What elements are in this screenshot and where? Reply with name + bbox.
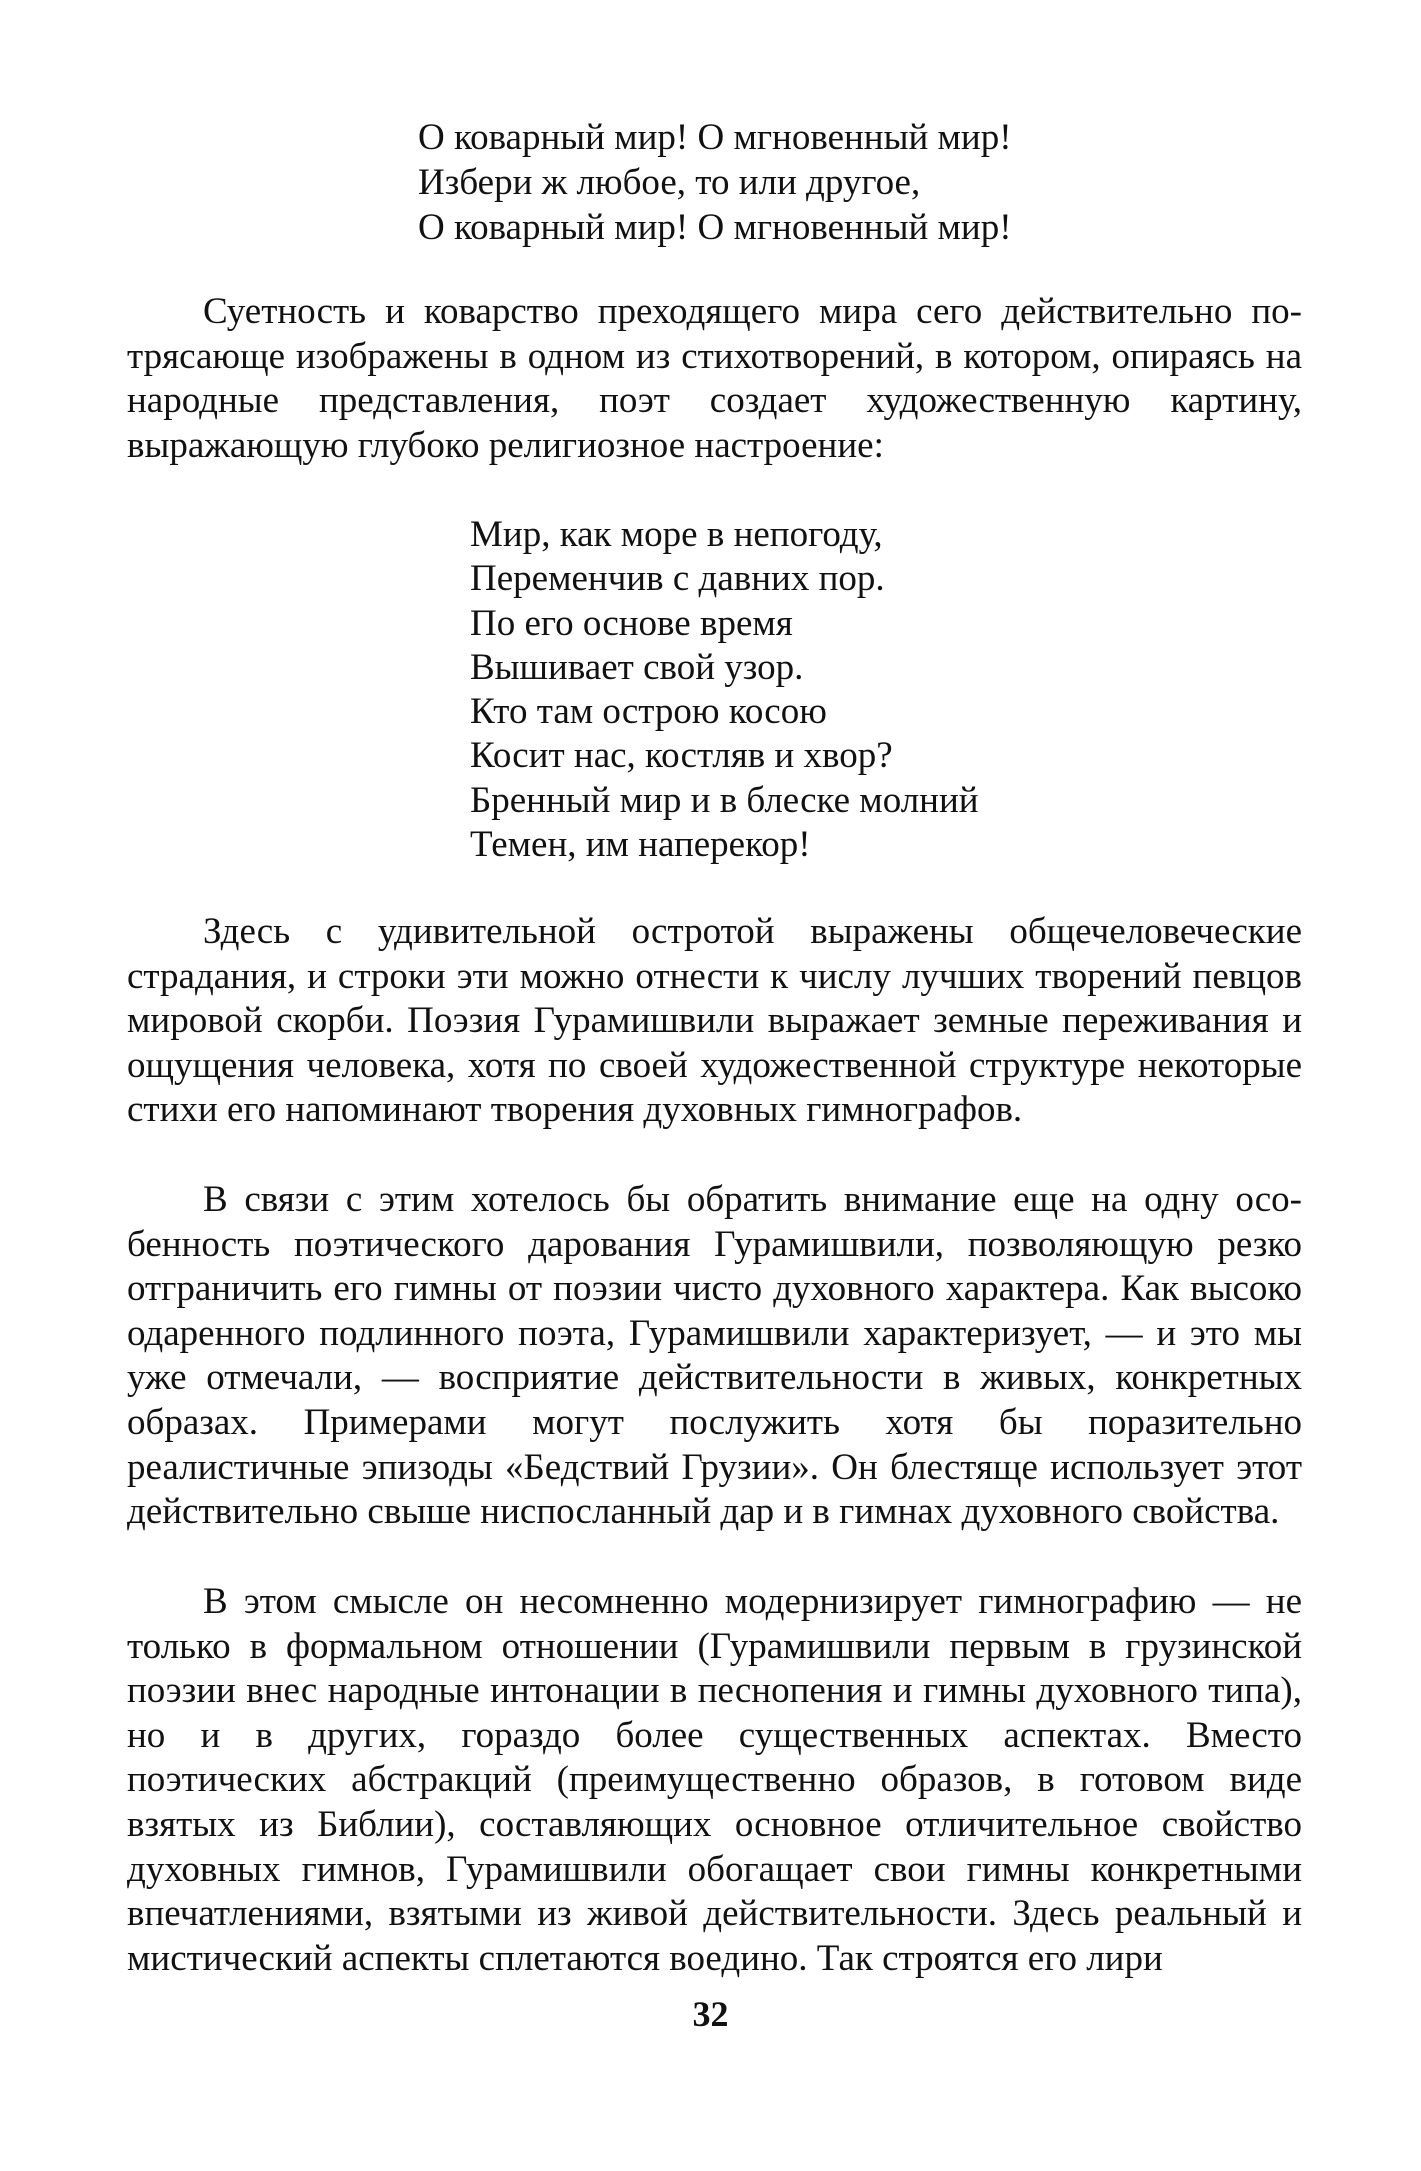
verse-line: По его основе время xyxy=(470,602,793,644)
verse-line: Косит нас, костляв и хвор? xyxy=(470,735,893,777)
paragraph: Суетность и коварство преходящего мира сего действительно потрясающе изображены в одном из стихотворений, в котором, опираясь на народные представления, поэт создает художественную картину, выражающую глубоко религиозное настроение: xyxy=(127,291,1302,466)
paragraph: Здесь с удивительной остротой выражены общечеловеческие страдания, и строки эти можно отнести к числу лучших творений певцов мировой скорби. Поэзия Гурамишвили выражает земные переживания и ощущения человека, хотя по своей художественной структуре некоторые стихи его напоминают творения духовных гимнографов. xyxy=(127,911,1302,1131)
epigraph-verse xyxy=(418,115,1012,250)
page-number: 32 xyxy=(692,1994,729,2034)
verse-line: Переменчив с давних пор. xyxy=(470,558,885,600)
verse-line: Темен, им наперекор! xyxy=(470,824,811,866)
verse-line: О коварный мир! О мгновенный мир! xyxy=(418,207,1012,248)
verse-line: Мир, как море в непогоду, xyxy=(470,514,883,555)
verse-line: Кто там острою косою xyxy=(470,691,827,733)
paragraph: В этом смысле он несомненно модернизирует гимнографию — не только в формальном отношении (Гурамишвили первым в грузинской поэзии внес народные интонации в песнопения и гимны духовного типа), но и в других, гораздо более существенных аспектах. Вместо поэтических абстракций (преимущественно образов, в готовом виде взятых из Библии), составляющих основное отличительное свойство духовных гимнов, Гурамишвили обогащает свои гимны конкретными впечатлениями, взятыми из живой действительности. Здесь реальный и мистический аспекты сплетаются воедино. Так строятся его лири xyxy=(127,1581,1302,1979)
verse-line: Бренный мир и в блеске молний xyxy=(470,779,979,821)
paragraph: В связи с этим хотелось бы обратить внимание еще на одну особенность поэтического дарования Гурамишвили, позволяющую резко отграничить его гимны от поэзии чисто духовного характера. Как высоко одаренного подлинного поэта, Гурамишвили характеризует, — и это мы уже отмечали, — восприятие действительности в живых, конкретных образах. Примерами могут послужить хотя бы поразительно реалистичные эпизоды «Бедствий Грузии». Он блестяще использует этот действительно свыше ниспосланный дар и в гимнах духовного свойства. xyxy=(127,1179,1302,1533)
verse-line: Избери ж любое, то или другое, xyxy=(418,162,921,203)
verse-line: Вышивает свой узор. xyxy=(470,646,804,688)
verse-line: О коварный мир! О мгновенный мир! xyxy=(418,117,1012,158)
quoted-verse xyxy=(470,513,979,867)
